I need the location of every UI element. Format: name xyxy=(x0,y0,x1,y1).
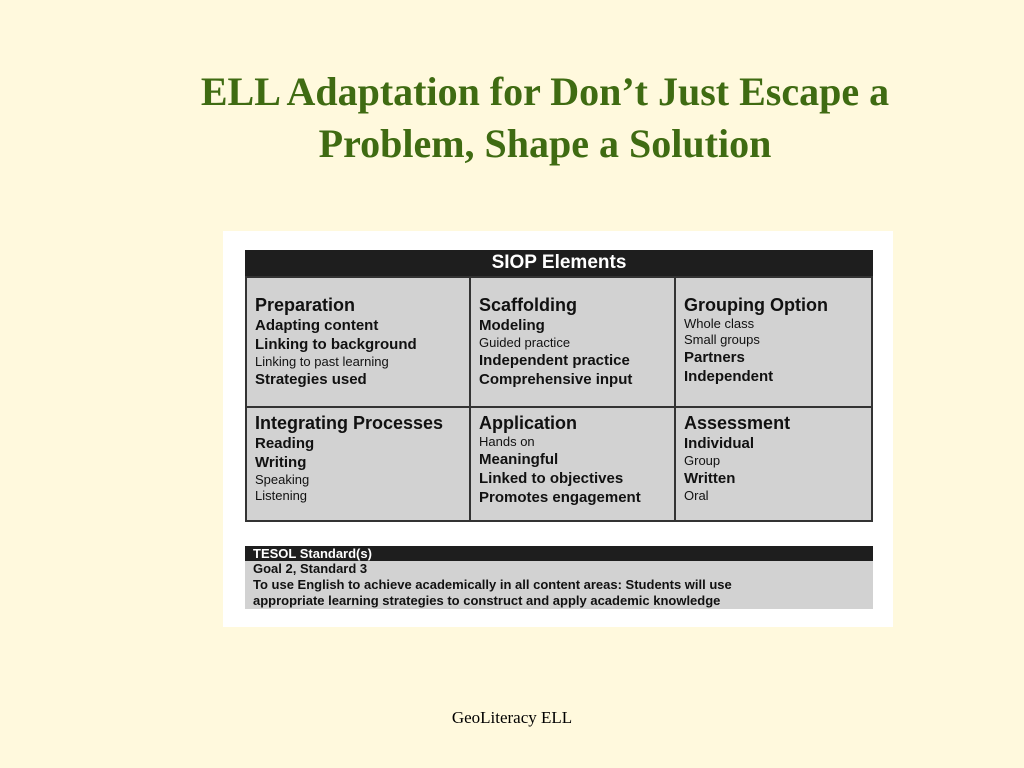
siop-cell-item: Adapting content xyxy=(255,317,379,334)
siop-cell-title: Scaffolding xyxy=(479,295,577,315)
siop-cell-item: Linking to past learning xyxy=(255,354,389,369)
siop-cell-item: Reading xyxy=(255,435,315,452)
tesol-line-3: appropriate learning strategies to construct and apply academic knowledge xyxy=(253,593,721,608)
slide-title xyxy=(130,66,960,170)
siop-cell-item: Whole class xyxy=(684,316,755,331)
siop-cell-item: Linking to background xyxy=(255,336,417,353)
siop-cell-title: Application xyxy=(479,413,577,433)
siop-cell-item: Small groups xyxy=(684,332,760,347)
siop-cell-item: Partners xyxy=(684,349,745,366)
siop-cell-preparation xyxy=(247,278,471,408)
siop-cell-item: Independent practice xyxy=(479,352,630,369)
siop-cell-item: Oral xyxy=(684,488,709,503)
siop-cell-item: Written xyxy=(684,470,736,487)
siop-cell-item: Promotes engagement xyxy=(479,489,641,506)
siop-cell-item: Listening xyxy=(255,488,308,503)
siop-cell-assessment xyxy=(676,408,871,520)
siop-cell-item: Comprehensive input xyxy=(479,371,633,388)
tesol-standards-body xyxy=(245,561,873,609)
siop-cell-title: Grouping Option xyxy=(684,295,828,315)
tesol-line-2: To use English to achieve academically in all content areas: Students will use xyxy=(253,577,732,592)
slide-footer: GeoLiteracy ELL xyxy=(451,708,573,727)
siop-cell-integrating-processes xyxy=(247,408,471,520)
siop-cell-item: Group xyxy=(684,453,721,468)
siop-cell-scaffolding xyxy=(471,278,676,408)
slide-title-line-1: ELL Adaptation for Don’t Just Escape a xyxy=(200,69,890,114)
tesol-standards-header: TESOL Standard(s) xyxy=(245,546,873,561)
slide-title-line-2: Problem, Shape a Solution xyxy=(318,121,772,166)
siop-cell-item: Writing xyxy=(255,454,307,471)
siop-cell-title: Integrating Processes xyxy=(255,413,444,433)
siop-cell-title: Assessment xyxy=(684,413,791,433)
tesol-line-1: Goal 2, Standard 3 xyxy=(253,561,368,576)
siop-cell-item: Strategies used xyxy=(255,371,367,388)
siop-cell-application xyxy=(471,408,676,520)
siop-cell-item: Independent xyxy=(684,368,774,385)
siop-elements-grid xyxy=(245,276,873,522)
siop-cell-item: Linked to objectives xyxy=(479,470,624,487)
siop-image xyxy=(223,231,893,627)
siop-cell-item: Modeling xyxy=(479,317,545,334)
siop-cell-item: Hands on xyxy=(479,434,535,449)
siop-cell-item: Individual xyxy=(684,435,755,452)
siop-elements-header: SIOP Elements xyxy=(245,250,873,276)
siop-cell-item: Guided practice xyxy=(479,335,571,350)
siop-cell-item: Meaningful xyxy=(479,451,559,468)
siop-cell-grouping-option xyxy=(676,278,871,408)
siop-cell-item: Speaking xyxy=(255,472,310,487)
siop-cell-title: Preparation xyxy=(255,295,356,315)
